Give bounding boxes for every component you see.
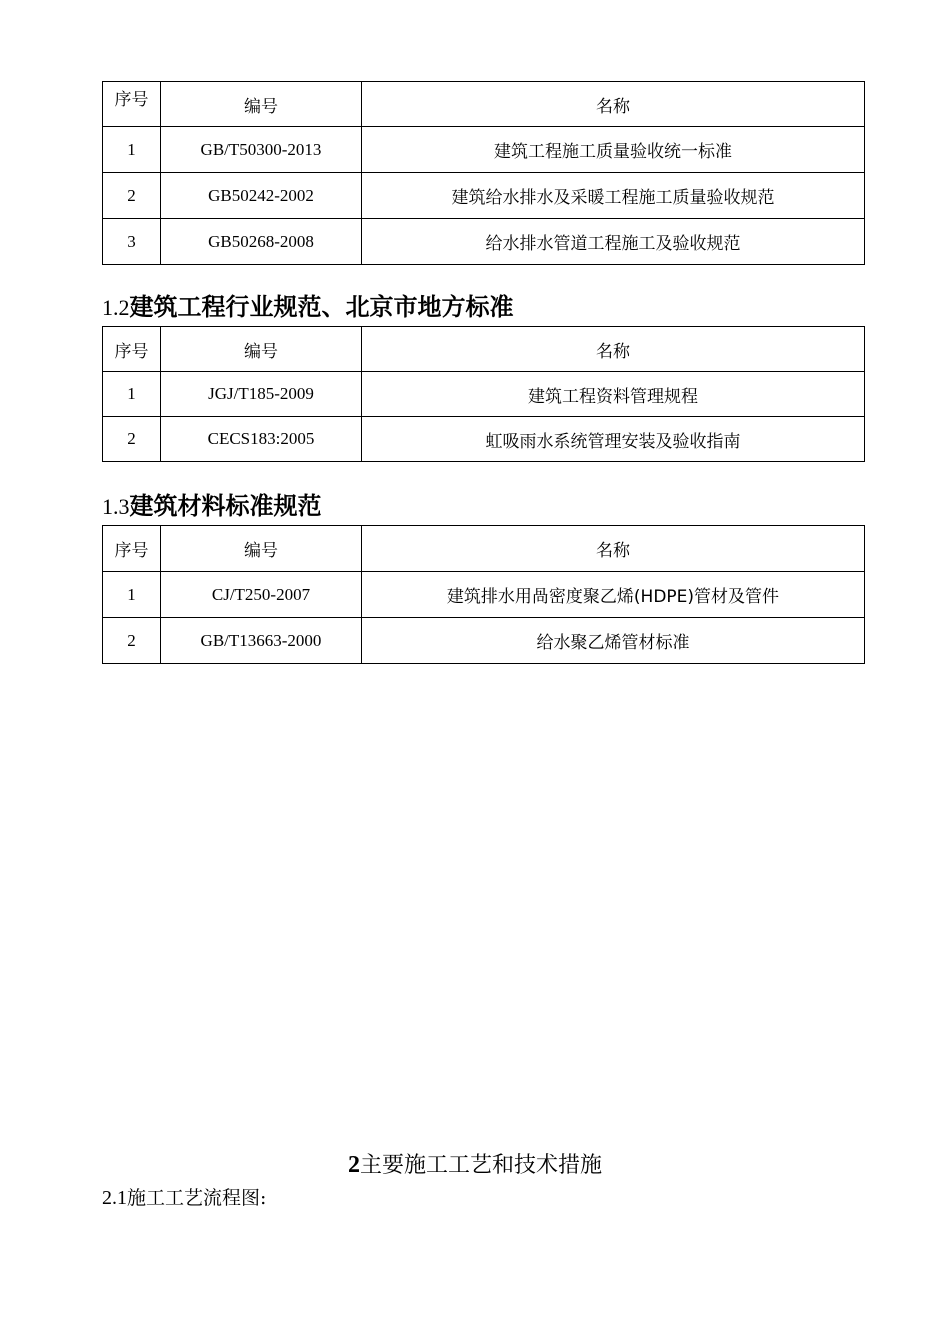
table-row: [103, 372, 865, 417]
cell-name: 建筑给水排水及采暖工程施工质量验收规范: [362, 173, 865, 219]
section-number: 1.3: [102, 494, 130, 519]
table-header-row: [103, 327, 865, 372]
cell-no: 2: [103, 173, 161, 219]
cell-code: GB50268-2008: [161, 219, 362, 265]
section-heading-1-3: [102, 486, 322, 521]
cell-code: CJ/T250-2007: [161, 572, 362, 618]
standards-table-materials: [102, 525, 865, 664]
cell-code: GB/T13663-2000: [161, 618, 362, 664]
cell-no: 2: [103, 417, 161, 462]
subsection-number: 2.1: [102, 1187, 127, 1209]
table-row: [103, 173, 865, 219]
section-title: 建筑材料标准规范: [129, 492, 322, 520]
header-no: 序号: [103, 327, 161, 372]
cell-name: 给水聚乙烯管材标准: [362, 618, 865, 664]
table-row: [103, 127, 865, 173]
cell-name: 虹吸雨水系统管理安装及验收指南: [362, 417, 865, 462]
header-name: 名称: [362, 327, 865, 372]
chapter-number: 2: [347, 1152, 360, 1178]
section-number: 1.2: [102, 295, 130, 320]
cell-no: 1: [103, 372, 161, 417]
standards-table-national: [102, 81, 865, 265]
cell-code: GB50242-2002: [161, 173, 362, 219]
standards-table-industry: [102, 326, 865, 462]
section-title: 建筑工程行业规范、北京市地方标准: [129, 293, 514, 321]
subsection-heading: [102, 1183, 266, 1210]
table-header-row: [103, 526, 865, 572]
section-heading-1-2: [102, 287, 514, 322]
header-code: 编号: [161, 82, 362, 127]
header-name: 名称: [362, 82, 865, 127]
cell-no: 2: [103, 618, 161, 664]
cell-name: 建筑工程施工质量验收统一标准: [362, 127, 865, 173]
chapter-title: 主要施工工艺和技术措施: [359, 1153, 602, 1178]
header-code: 编号: [161, 526, 362, 572]
chapter-heading: [0, 1148, 950, 1179]
table-header-row: [103, 82, 865, 127]
header-name: 名称: [362, 526, 865, 572]
cell-name: 建筑排水用咼密度聚乙烯(HDPE)管材及管件: [362, 572, 865, 618]
cell-code: JGJ/T185-2009: [161, 372, 362, 417]
header-no: 序号: [103, 82, 161, 127]
table-row: [103, 618, 865, 664]
cell-name: 建筑工程资料管理规程: [362, 372, 865, 417]
cell-no: 1: [103, 127, 161, 173]
cell-code: GB/T50300-2013: [161, 127, 362, 173]
table-row: [103, 219, 865, 265]
table-row: [103, 417, 865, 462]
subsection-title: 施工工艺流程图:: [127, 1187, 267, 1209]
cell-no: 1: [103, 572, 161, 618]
table-row: [103, 572, 865, 618]
cell-no: 3: [103, 219, 161, 265]
header-no: 序号: [103, 526, 161, 572]
cell-name: 给水排水管道工程施工及验收规范: [362, 219, 865, 265]
header-code: 编号: [161, 327, 362, 372]
cell-code: CECS183:2005: [161, 417, 362, 462]
